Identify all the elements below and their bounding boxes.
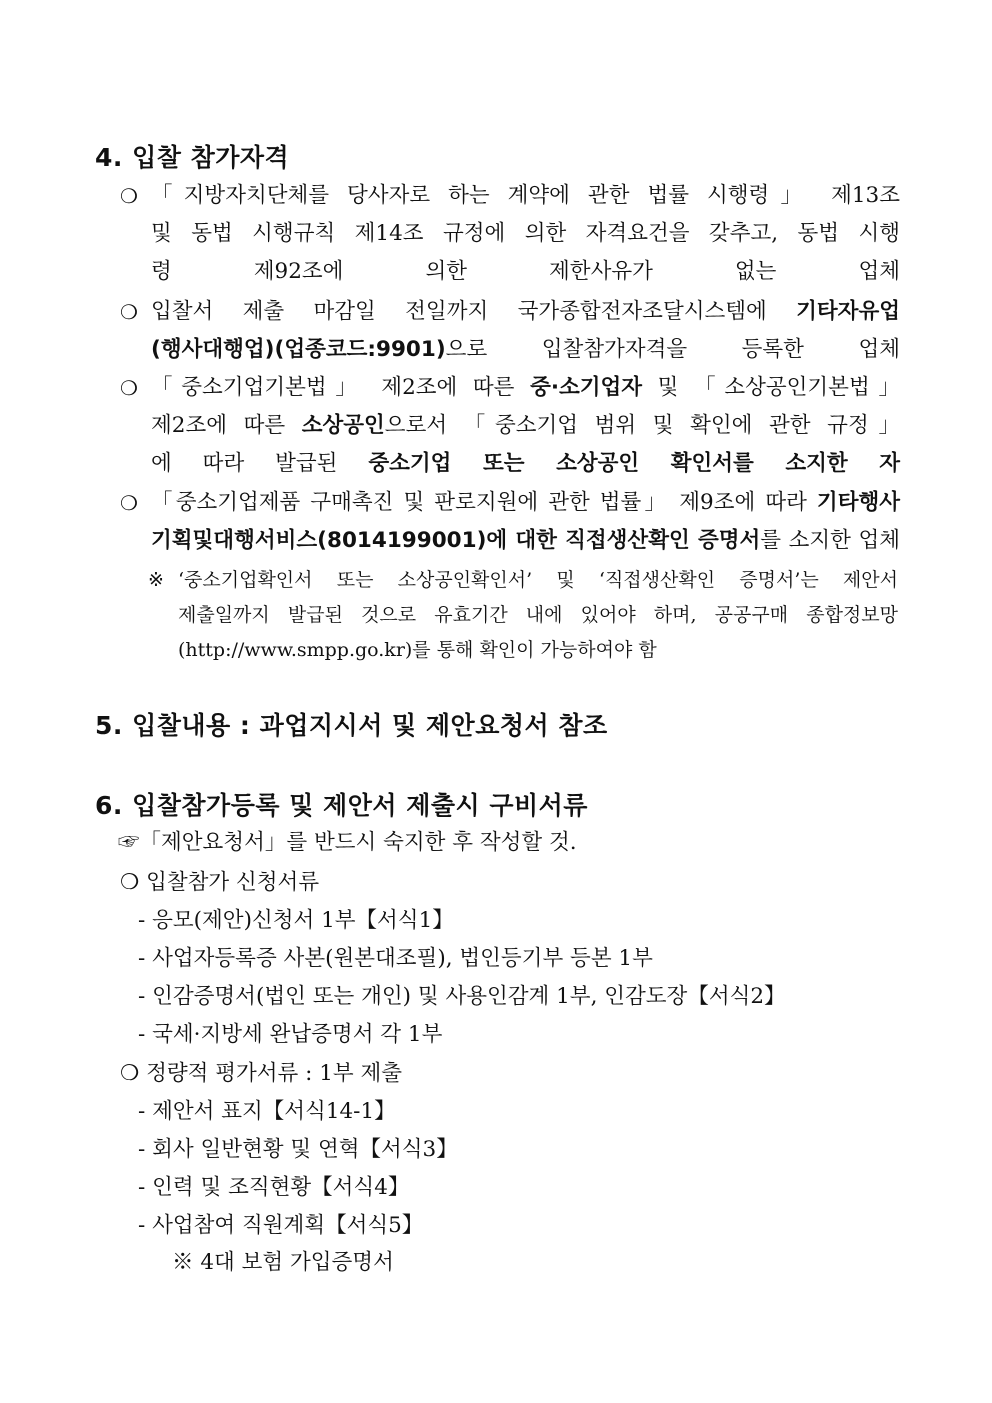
circle-bullet-icon: ❍ — [120, 376, 138, 400]
qualification-3-bold-a: 중·소기업자 — [530, 375, 643, 400]
qualification-1-line-1: 「지방자치단체를 당사자로 하는 계약에 관한 법률 시행령」 제13조 — [151, 183, 900, 208]
circle-bullet-icon: ❍ — [120, 184, 138, 208]
circle-bullet-icon: ❍ — [120, 300, 138, 324]
group-1-label: ❍ 입찰참가 신청서류 — [120, 870, 320, 895]
group-1-item: - 사업자등록증 사본(원본대조필), 법인등기부 등본 1부 — [138, 946, 653, 971]
qualification-2-bold-text: 기타자유업 — [796, 299, 900, 324]
qualification-item-1 — [120, 177, 900, 291]
qualification-item-4 — [120, 484, 900, 560]
qualification-item-3 — [120, 369, 900, 483]
note-line-1: ‘중소기업확인서 또는 소상공인확인서’ 및 ‘직접생산확인 증명서’는 제안서 — [178, 569, 898, 591]
instruction-text: ☞「제안요청서」를 반드시 숙지한 후 작성할 것. — [118, 830, 577, 855]
qualification-3-text-a: 「중소기업기본법」 제2조에 따른 — [151, 375, 531, 400]
qualification-4-bold-a: 기타행사 — [816, 490, 900, 515]
qualification-4-text-b: 를 소지한 업체 — [760, 528, 900, 553]
qualification-2-bold-code: (행사대행업)(업종코드:9901) — [151, 337, 446, 362]
qualification-3-line-1 — [151, 369, 900, 407]
group-2-note: ※ 4대 보험 가입증명서 — [172, 1250, 394, 1275]
qualification-1-line-2: 및 동법 시행규칙 제14조 규정에 의한 자격요건을 갖추고, 동법 시행 — [151, 221, 900, 246]
qualification-3-line-3 — [151, 445, 900, 483]
qualification-3-bold-b: 소상공인 — [301, 413, 385, 438]
qualification-3-text-b: 및 「소상공인기본법」 — [642, 375, 900, 400]
qualification-3-text-e: 에 따라 발급된 — [151, 451, 369, 476]
qualification-note — [148, 563, 898, 668]
group-2-item: - 회사 일반현황 및 연혁【서식3】 — [138, 1137, 458, 1162]
group-2-item: - 제안서 표지【서식14-1】 — [138, 1099, 396, 1124]
qualification-3-line-2 — [151, 407, 900, 445]
qualification-3-text-d: 으로서 「중소기업 범위 및 확인에 관한 규정」 — [384, 413, 900, 438]
section-6-title: 6. 입찰참가등록 및 제안서 제출시 구비서류 — [95, 791, 588, 820]
qualification-2-line-2 — [151, 331, 900, 369]
qualification-4-bold-b: 기획및대행서비스(8014199001)에 대한 직접생산확인 증명서 — [151, 528, 761, 553]
reference-mark-icon: ※ — [148, 569, 164, 591]
qualification-4-line-1 — [151, 484, 900, 522]
qualification-1-line-3: 령 제92조에 의한 제한사유가 없는 업체 — [151, 259, 900, 284]
group-1-item: - 국세·지방세 완납증명서 각 1부 — [138, 1022, 443, 1047]
group-2-item: - 사업참여 직원계획【서식5】 — [138, 1213, 424, 1238]
qualification-4-line-2 — [151, 522, 900, 560]
circle-bullet-icon: ❍ — [120, 491, 138, 515]
qualification-3-bold-c: 중소기업 또는 소상공인 확인서를 소지한 자 — [368, 451, 900, 476]
group-2-label: ❍ 정량적 평가서류 : 1부 제출 — [120, 1061, 403, 1086]
note-line-3: (http://www.smpp.go.kr)를 통해 확인이 가능하여야 함 — [178, 639, 657, 661]
qualification-2-text: 입찰서 제출 마감일 전일까지 국가종합전자조달시스템에 — [151, 299, 797, 324]
section-5-title: 5. 입찰내용 : 과업지시서 및 제안요청서 참조 — [95, 711, 608, 740]
note-line-2: 제출일까지 발급된 것으로 유효기간 내에 있어야 하며, 공공구매 종합정보망 — [178, 604, 898, 626]
qualification-4-text-a: 「중소기업제품 구매촉진 및 판로지원에 관한 법률」 제9조에 따라 — [151, 490, 817, 515]
group-1-item: - 인감증명서(법인 또는 개인) 및 사용인감계 1부, 인감도장【서식2】 — [138, 984, 786, 1009]
group-1-item: - 응모(제안)신청서 1부【서식1】 — [138, 908, 454, 933]
section-4-title: 4. 입찰 참가자격 — [95, 143, 290, 172]
qualification-3-text-c: 제2조에 따른 — [151, 413, 302, 438]
group-2-item: - 인력 및 조직현황【서식4】 — [138, 1175, 410, 1200]
qualification-2-line-1 — [151, 293, 900, 331]
qualification-2-text-end: 으로 입찰참가자격을 등록한 업체 — [445, 337, 900, 362]
qualification-item-2 — [120, 293, 900, 369]
